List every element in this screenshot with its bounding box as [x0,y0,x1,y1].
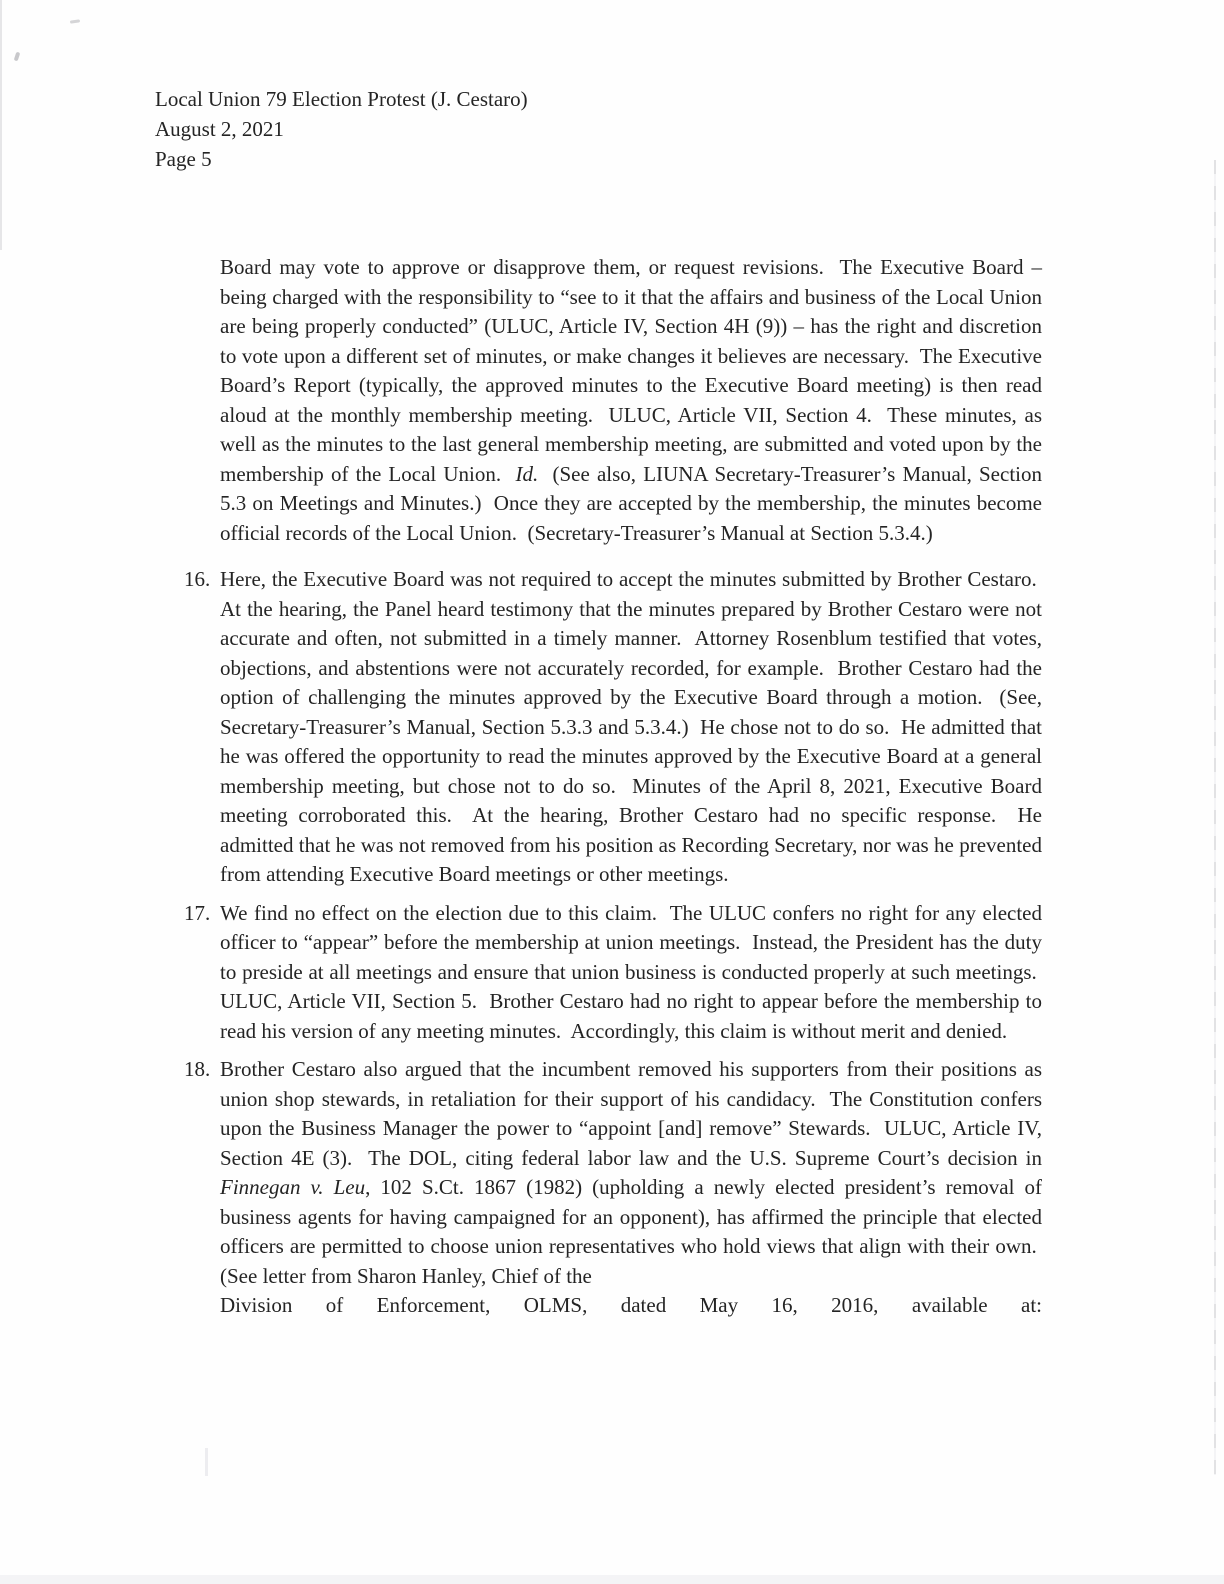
paragraph-text: Board may vote to approve or disapprove them, or request revisions. The Executive Board – being charged with the responsibility to “see to it that the affairs and business of the Local Union are being properly conducted” (ULUC, Article IV, Section 4H (9)) – has the right and discretion to vote upon a different set of minutes, or make changes it believes are necessary. The Executive Board’s Report (typically, the approved minutes to the Executive Board meeting) is then read aloud at the monthly membership meeting. ULUC, Article VII, Section 4. These minutes, as well as the minutes to the last general membership meeting, are submitted and voted upon by the membership of the Local Union. Id. (See also, LIUNA Secretary-Treasurer’s Manual, Section 5.3 on Meetings and Minutes.) Once they are accepted by the membership, the minutes become official records of the Local Union. (Secretary-Treasurer’s Manual at Section 5.3.4.) [220,255,1042,545]
paragraph-17 [184,899,1042,1047]
paragraph-18 [184,1055,1042,1321]
paragraph-number: 17. [184,900,211,925]
paragraph-number: 16. [184,567,211,591]
header-date: August 2, 2021 [155,117,284,141]
paragraph-number: 18. [184,1057,211,1081]
paragraph-18-last-line: Division of Enforcement, OLMS, dated May 16, 2016, available at: [220,1293,1042,1317]
document-body [184,253,1042,1330]
scan-speck [205,1448,208,1476]
paragraph-text: Brother Cestaro also argued that the incumbent removed his supporters from their positions as union shop stewards, in retaliation for their support of his candidacy. The Constitution confers upon the Business Manager the power to “appoint [and] remove” Stewards. ULUC, Article IV, Section 4E (3). The DOL, citing federal labor law and the U.S. Supreme Court’s decision in Finnegan v. Leu, 102 S.Ct. 1867 (1982) (upholding a newly elected president’s removal of business agents for having campaigned for an opponent), has affirmed the principle that elected officers are permitted to choose union representatives who hold views that align with their own. (See letter from Sharon Hanley, Chief of the [220,1057,1042,1288]
header-case-title: Local Union 79 Election Protest (J. Cestaro) [155,87,528,111]
scan-artifact-vertical-line [1214,160,1216,1475]
scan-speck [14,52,21,62]
paragraph-text: We find no effect on the election due to this claim. The ULUC confers no right for any elected officer to “appear” before the membership at union meetings. Instead, the President has the duty to preside at all meetings and ensure that union business is conducted properly at such meetings. ULUC, Article VII, Section 5. Brother Cestaro had no right to appear before the membership to read his version of any meeting minutes. Accordingly, this claim is without merit and denied. [220,900,1042,1043]
header-page-number: Page 5 [155,147,212,171]
paragraph-text: Here, the Executive Board was not required to accept the minutes submitted by Brother Cestaro. At the hearing, the Panel heard testimony that the minutes prepared by Brother Cestaro were not accurate and often, not submitted in a timely manner. Attorney Rosenblum testified that votes, objections, and abstentions were not accurately recorded, for example. Brother Cestaro had the option of challenging the minutes approved by the Executive Board through a motion. (See, Secretary-Treasurer’s Manual, Section 5.3.3 and 5.3.4.) He chose not to do so. He admitted that he was offered the opportunity to read the minutes approved by the Executive Board at a general membership meeting, but chose not to do so. Minutes of the April 8, 2021, Executive Board meeting corroborated this. At the hearing, Brother Cestaro had no specific response. He admitted that he was not removed from his position as Recording Secretary, nor was he prevented from attending Executive Board meetings or other meetings. [220,567,1042,886]
scan-artifact-left-edge [0,0,2,250]
scan-artifact-bottom-band [0,1575,1224,1584]
scan-speck [70,19,80,23]
paragraph-intro [220,253,1042,548]
paragraph-16 [184,565,1042,890]
document-header [155,84,528,174]
